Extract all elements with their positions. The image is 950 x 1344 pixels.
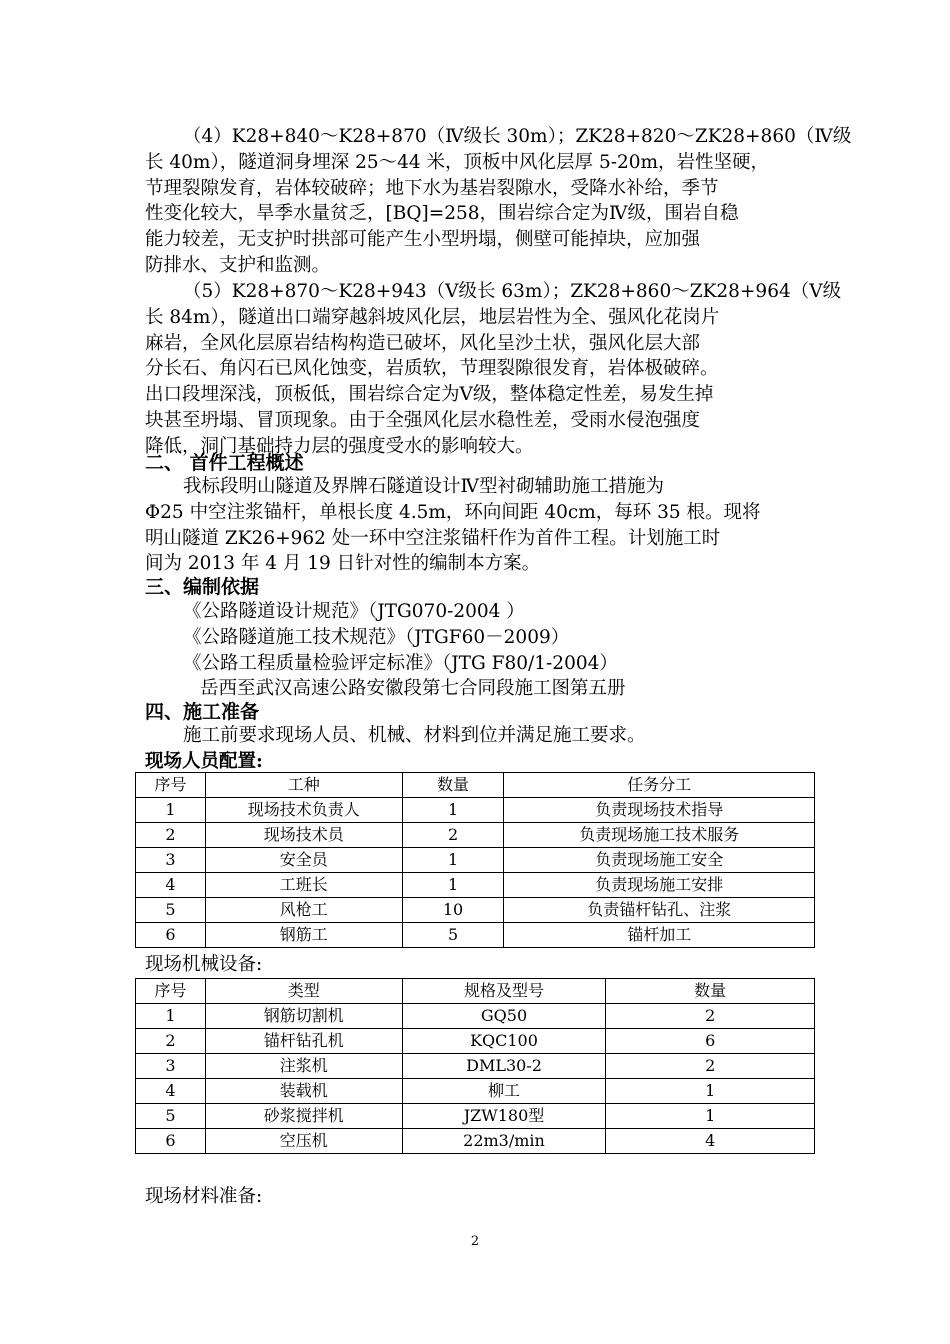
table-cell: 1 bbox=[136, 1004, 206, 1029]
table-cell: 负责现场技术指导 bbox=[504, 798, 815, 823]
table-row bbox=[136, 923, 815, 948]
table-cell: 安全员 bbox=[205, 848, 402, 873]
table-cell: 负责现场施工安排 bbox=[504, 873, 815, 898]
text-line: 我标段明山隧道及界牌石隧道设计Ⅳ型衬砌辅助施工措施为 bbox=[183, 476, 664, 497]
section-2-heading: 二、 首件工程概述 bbox=[145, 452, 304, 474]
section-2-paragraph bbox=[145, 474, 817, 577]
header-cell: 数量 bbox=[402, 773, 504, 798]
table-cell: 风枪工 bbox=[205, 898, 402, 923]
reference-item: 《公路工程质量检验评定标准》（JTG F80/1-2004） bbox=[183, 652, 618, 674]
section-4-intro bbox=[145, 723, 817, 749]
text-line: 节理裂隙发育，岩体较破碎；地下水为基岩裂隙水，受降水补给，季节 bbox=[145, 177, 719, 199]
table-cell: 1 bbox=[606, 1104, 815, 1129]
table-row bbox=[136, 798, 815, 823]
table-row bbox=[136, 1054, 815, 1079]
text-line: 能力较差，无支护时拱部可能产生小型坍塌，侧壁可能掉块，应加强 bbox=[145, 229, 701, 251]
table-cell: 6 bbox=[136, 923, 206, 948]
table-cell: 4 bbox=[136, 873, 206, 898]
table-cell: 2 bbox=[402, 823, 504, 848]
page-number: 2 bbox=[470, 1234, 480, 1249]
text-line: （4）K28+840～K28+870（Ⅳ级长 30m）；ZK28+820～ZK28+860（Ⅳ级 bbox=[183, 126, 852, 147]
table-cell: 5 bbox=[402, 923, 504, 948]
table-cell: 6 bbox=[606, 1029, 815, 1054]
text-line: 麻岩，全风化层原岩结构构造已破坏，风化呈沙土状，强风化层大部 bbox=[145, 332, 701, 354]
table-cell: JZW180型 bbox=[402, 1104, 606, 1129]
table-cell: 负责现场施工安全 bbox=[504, 848, 815, 873]
item-5-paragraph bbox=[145, 279, 842, 460]
header-cell: 工种 bbox=[205, 773, 402, 798]
table-cell: KQC100 bbox=[402, 1029, 606, 1054]
table-row bbox=[136, 873, 815, 898]
table-cell: 现场技术负责人 bbox=[205, 798, 402, 823]
table-cell: GQ50 bbox=[402, 1004, 606, 1029]
table-cell: 装载机 bbox=[205, 1079, 402, 1104]
section-3-references bbox=[145, 599, 817, 702]
table-row bbox=[136, 1104, 815, 1129]
table-cell: 4 bbox=[136, 1079, 206, 1104]
table-cell: 1 bbox=[402, 848, 504, 873]
table-row bbox=[136, 898, 815, 923]
table-cell: 22m3/min bbox=[402, 1129, 606, 1154]
reference-item: 岳西至武汉高速公路安徽段第七合同段施工图第五册 bbox=[200, 678, 626, 700]
table-cell: 1 bbox=[402, 873, 504, 898]
section-4-heading: 四、施工准备 bbox=[145, 701, 260, 723]
table-cell: 钢筋切割机 bbox=[205, 1004, 402, 1029]
table-cell: 4 bbox=[606, 1129, 815, 1154]
table-cell: 5 bbox=[136, 898, 206, 923]
section-3-heading: 三、编制依据 bbox=[145, 576, 260, 598]
table-row bbox=[136, 1129, 815, 1154]
text-line: 降低，洞门基础持力层的强度受水的影响较大。 bbox=[145, 435, 534, 457]
table-header-row bbox=[136, 773, 815, 798]
table-cell: 空压机 bbox=[205, 1129, 402, 1154]
text-line: （5）K28+870～K28+943（Ⅴ级长 63m）；ZK28+860～ZK28+964（Ⅴ级 bbox=[183, 281, 842, 302]
table-header-row bbox=[136, 979, 815, 1004]
materials-title: 现场材料准备: bbox=[145, 1186, 263, 1207]
table-cell: 2 bbox=[136, 1029, 206, 1054]
text-line: 防排水、支护和监测。 bbox=[145, 254, 331, 276]
table-cell: 1 bbox=[606, 1079, 815, 1104]
reference-item: 《公路隧道施工技术规范》（JTGF60－2009） bbox=[183, 626, 570, 648]
table-cell: 3 bbox=[136, 1054, 206, 1079]
reference-item: 《公路隧道设计规范》（JTG070-2004 ） bbox=[183, 601, 525, 622]
header-cell: 数量 bbox=[606, 979, 815, 1004]
table-cell: 10 bbox=[402, 898, 504, 923]
personnel-table bbox=[135, 772, 815, 948]
text-line: 性变化较大，旱季水量贫乏，[BQ]=258，围岩综合定为Ⅳ级，围岩自稳 bbox=[145, 203, 739, 225]
table-cell: 柳工 bbox=[402, 1079, 606, 1104]
table-cell: 锚杆钻孔机 bbox=[205, 1029, 402, 1054]
text-line: 长 40m），隧道洞身埋深 25～44 米，顶板中风化层厚 5-20m，岩性坚硬， bbox=[145, 151, 770, 173]
header-cell: 任务分工 bbox=[504, 773, 815, 798]
personnel-title: 现场人员配置: bbox=[145, 751, 263, 772]
table-cell: 2 bbox=[136, 823, 206, 848]
text-line: Φ25 中空注浆锚杆，单根长度 4.5m，环向间距 40cm，每环 35 根。现将 bbox=[145, 501, 761, 523]
text-line: 块甚至坍塌、冒顶现象。由于全强风化层水稳性差，受雨水侵泡强度 bbox=[145, 409, 701, 431]
table-cell: 2 bbox=[606, 1054, 815, 1079]
table-row bbox=[136, 823, 815, 848]
table-cell: 砂浆搅拌机 bbox=[205, 1104, 402, 1129]
header-cell: 序号 bbox=[136, 979, 206, 1004]
machinery-title: 现场机械设备: bbox=[145, 954, 263, 975]
header-cell: 类型 bbox=[205, 979, 402, 1004]
table-cell: 注浆机 bbox=[205, 1054, 402, 1079]
item-4-paragraph bbox=[145, 124, 852, 279]
text-line: 长 84m），隧道出口端穿越斜坡风化层，地层岩性为全、强风化花岗片 bbox=[145, 306, 720, 328]
table-row bbox=[136, 1079, 815, 1104]
machinery-table bbox=[135, 978, 815, 1154]
table-cell: 钢筋工 bbox=[205, 923, 402, 948]
table-row bbox=[136, 1029, 815, 1054]
text-line: 分长石、角闪石已风化蚀变，岩质软，节理裂隙很发育，岩体极破碎。 bbox=[145, 358, 719, 380]
table-cell: 负责锚杆钻孔、注浆 bbox=[504, 898, 815, 923]
table-row bbox=[136, 1004, 815, 1029]
table-cell: 5 bbox=[136, 1104, 206, 1129]
text-line: 出口段埋深浅，顶板低，围岩综合定为Ⅴ级，整体稳定性差，易发生掉 bbox=[145, 384, 714, 406]
table-cell: DML30-2 bbox=[402, 1054, 606, 1079]
table-cell: 工班长 bbox=[205, 873, 402, 898]
text-line: 明山隧道 ZK26+962 处一环中空注浆锚杆作为首件工程。计划施工时 bbox=[145, 527, 721, 549]
header-cell: 序号 bbox=[136, 773, 206, 798]
table-cell: 3 bbox=[136, 848, 206, 873]
table-cell: 1 bbox=[136, 798, 206, 823]
text-line: 施工前要求现场人员、机械、材料到位并满足施工要求。 bbox=[183, 725, 646, 746]
table-cell: 2 bbox=[606, 1004, 815, 1029]
header-cell: 规格及型号 bbox=[402, 979, 606, 1004]
table-cell: 现场技术员 bbox=[205, 823, 402, 848]
table-cell: 1 bbox=[402, 798, 504, 823]
table-cell: 锚杆加工 bbox=[504, 923, 815, 948]
table-row bbox=[136, 848, 815, 873]
table-cell: 6 bbox=[136, 1129, 206, 1154]
table-cell: 负责现场施工技术服务 bbox=[504, 823, 815, 848]
text-line: 间为 2013 年 4 月 19 日针对性的编制本方案。 bbox=[145, 553, 541, 575]
